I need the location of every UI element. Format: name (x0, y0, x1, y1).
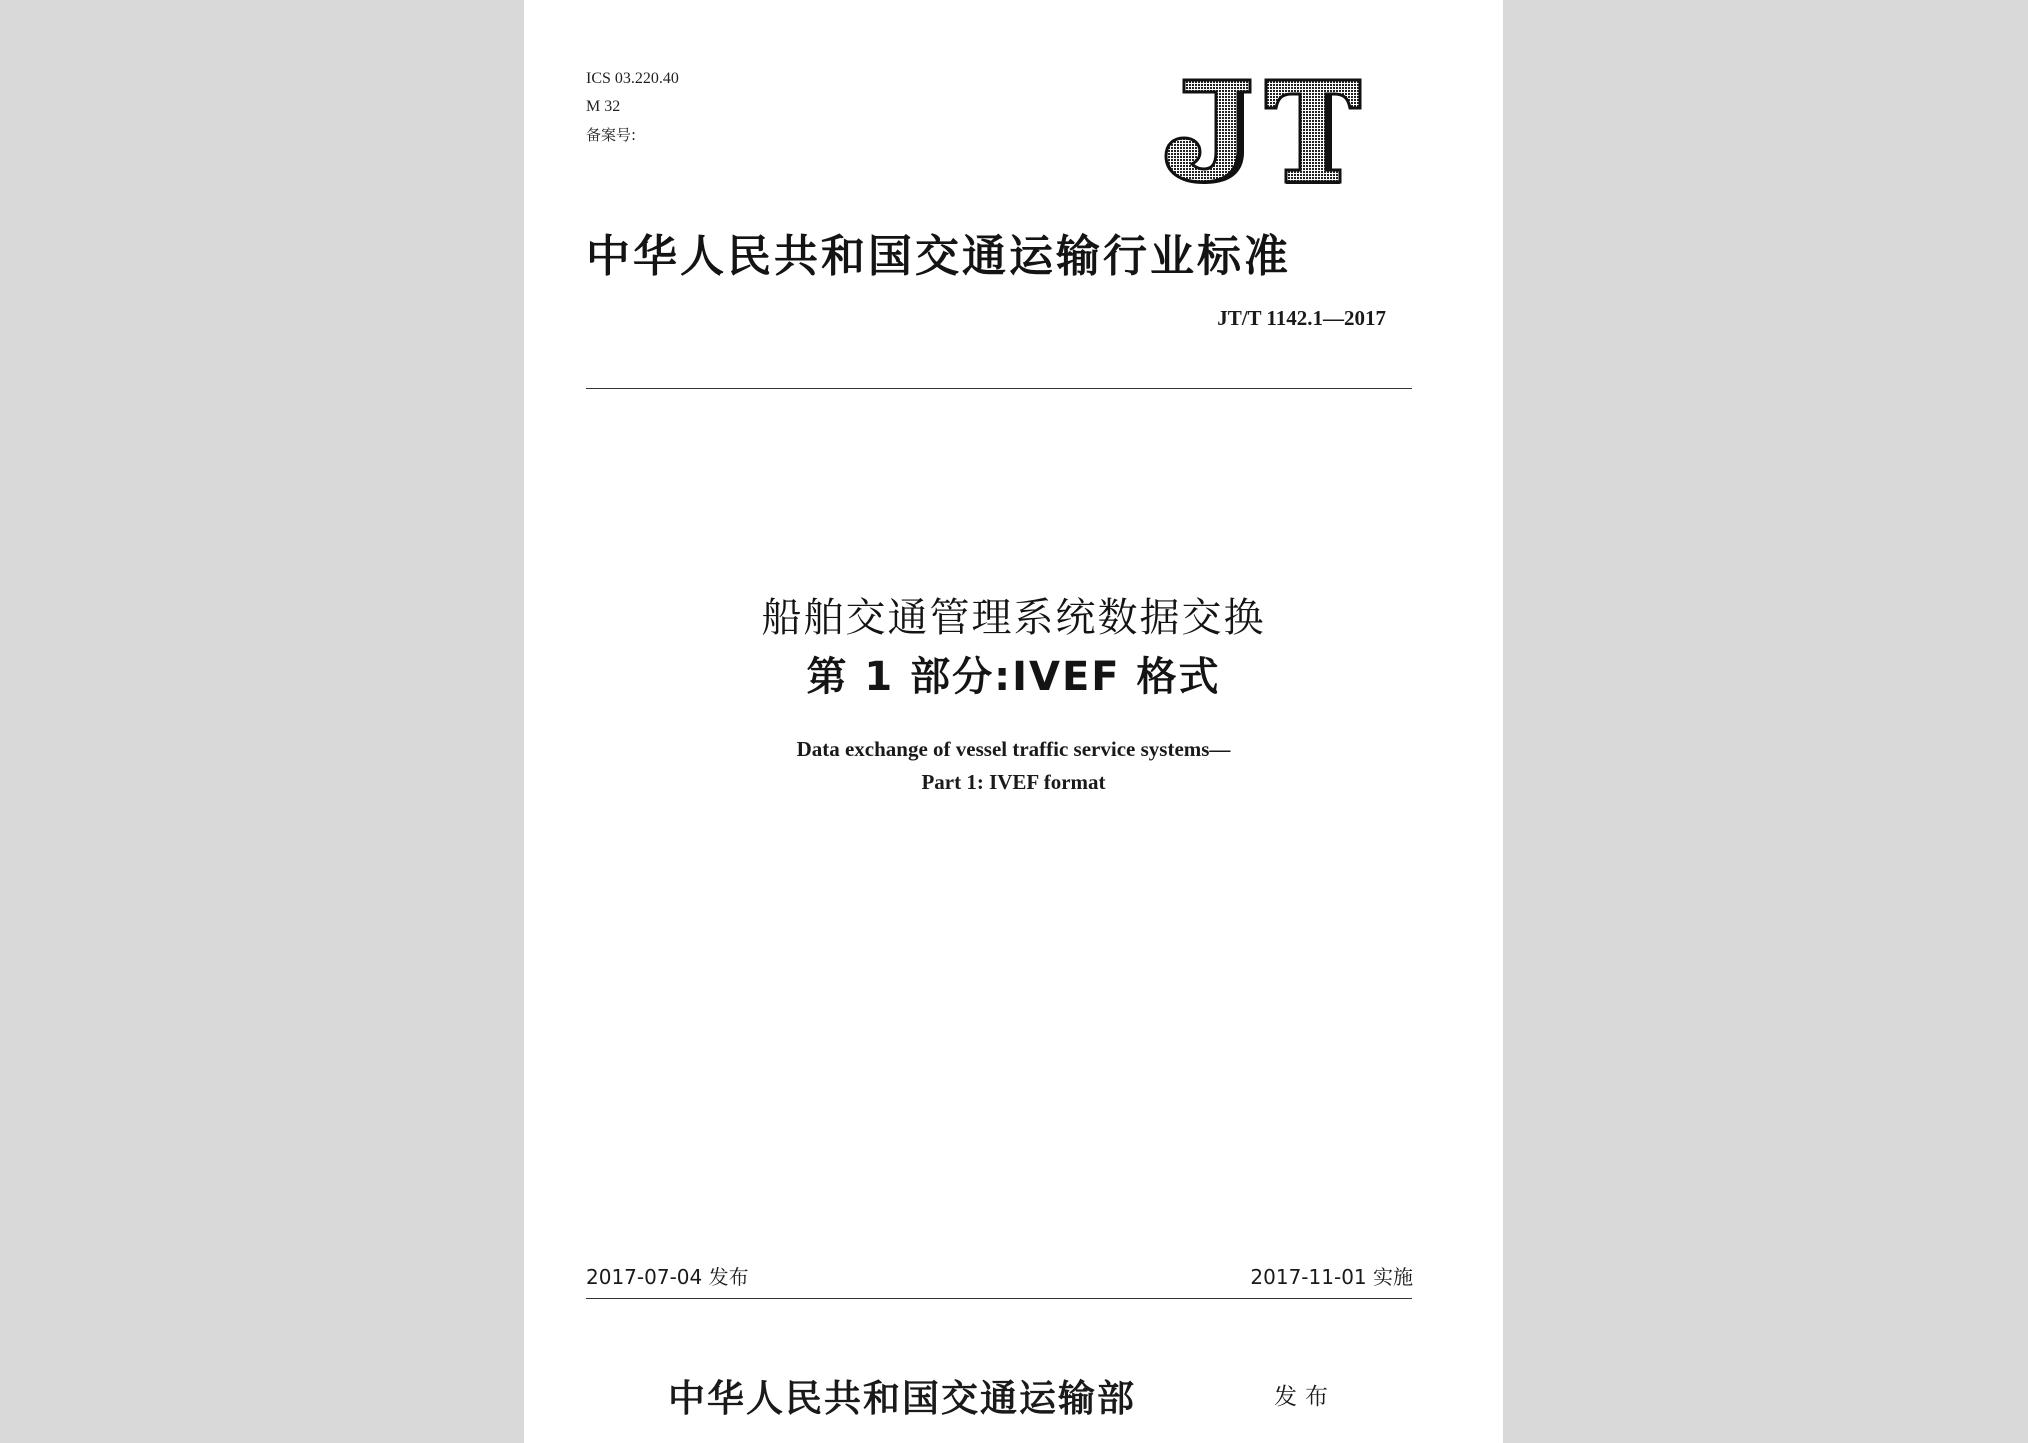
record-number-label: 备案号: (586, 126, 637, 144)
title-cn-line2: 第 1 部分:IVEF 格式 (806, 654, 1221, 700)
ics-code: ICS 03.220.40 (586, 70, 679, 87)
document-page (524, 0, 1503, 1443)
title-cn-line1: 船舶交通管理系统数据交换 (761, 595, 1266, 641)
bottom-divider (586, 1298, 1412, 1299)
issuer-title: 中华人民共和国交通运输行业标准 (586, 231, 1291, 282)
publisher-name: 中华人民共和国交通运输部 (668, 1376, 1136, 1420)
jt-logo (1162, 78, 1364, 184)
publish-verb: 发布 (1274, 1384, 1336, 1410)
standard-number: JT/T 1142.1—2017 (1217, 306, 1386, 330)
implementation-date: 2017-11-01 实施 (1250, 1265, 1413, 1289)
top-divider (586, 388, 1412, 389)
classification-code: M 32 (586, 98, 621, 115)
title-en-line1: Data exchange of vessel traffic service systems— (796, 737, 1231, 761)
issue-date: 2017-07-04 发布 (586, 1265, 749, 1289)
title-en-line2: Part 1: IVEF format (921, 770, 1106, 794)
